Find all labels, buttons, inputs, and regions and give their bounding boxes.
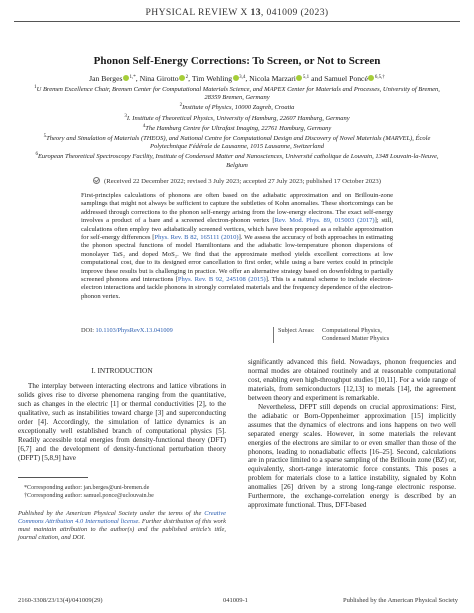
- license-notice: Published by the American Physical Society under the terms of the Creative Commons Attribution 4.0 International license. Further distribution of this work must maintain attribution to the author(s) and the published article’s title, journal citation, and DOI.: [18, 509, 226, 542]
- footnote: †Corresponding author: samuel.ponce@uclouvain.be: [24, 492, 154, 499]
- page-number: 041009-1: [223, 597, 248, 604]
- body-paragraph: The interplay between interacting electrons and lattice vibrations in solids gives rise to diverse phenomena ranging from the quantitative, such as changes in the electric [1] or thermal conductivities [2], to the qualitative, such as instabilities toward charge [3] and superconducting order [4]. Accordingly, the simulation of lattice dynamics is an exceptionally well established branch of computational physics [5]. Readily accessible total energies from density-functional theory (DFT) [6,7] and the development of density-functional perturbation theory (DFPT) [5,8,9] have: [18, 381, 226, 462]
- publisher: Published by the American Physical Society: [343, 597, 458, 604]
- affiliation: $^6$European Theoretical Spectroscopy Facility, Institute of Condensed Matter and Nanosciences, Université catholique de Louvain, 1348 Louvain-la-Neuve, Belgium: [35, 152, 439, 169]
- right-column: [248, 358, 456, 510]
- orcid-icon[interactable]: [179, 75, 185, 81]
- author: Nina Girotto $^2$,: [139, 74, 191, 83]
- section-heading: I. INTRODUCTION: [91, 366, 153, 375]
- orcid-icon[interactable]: [233, 75, 239, 81]
- body-paragraph: significantly advanced this field. Nowadays, phonon frequencies and normal modes are obtained routinely and at reasonable computational cost, enabling even high-throughput studies [10,11]. For a wide range of materials, from semiconductors [12,13] to metals [14], the agreement between theory and experiment is remarkable.: [248, 358, 456, 402]
- author: Jan Berges $^{1,*}$,: [89, 74, 138, 83]
- left-column: [18, 353, 226, 543]
- author: Samuel Poncé $^{6,5,\dagger}$: [324, 74, 385, 83]
- affiliation-list: [30, 84, 444, 170]
- license-link[interactable]: Creative Commons Attribution 4.0 International license: [18, 509, 226, 525]
- affiliation: $^2$Institute of Physics, 10000 Zagreb, Croatia: [179, 103, 295, 112]
- subject-value: Computational Physics,: [322, 327, 382, 334]
- article-number: 041009 (2023): [266, 7, 329, 18]
- subject-areas: [273, 327, 393, 343]
- journal-name: PHYSICAL REVIEW X: [145, 7, 248, 18]
- affiliation: $^4$The Hamburg Centre for Ultrafast Imaging, 22761 Hamburg, Germany: [142, 123, 332, 132]
- orcid-icon[interactable]: [368, 75, 374, 81]
- header-comma: ,: [260, 7, 267, 18]
- abstract: First-principles calculations of phonons are often based on the adiabatic approximation and on Brillouin-zone samplings that might not always be sufficient to capture the subtleties of Kohn anomalies. These shortcomings can be addressed through corrections to the phonon self-energy arising from the low-energy electrons. The exact self-energy involves a product of a bare and a screened electron-phonon vertex [Rev. Mod. Phys. 89, 015003 (2017)]; still, calculations often employ two adiabatically screened vertices, which have been proposed as a reliable approximation for self-energy differences [Phys. Rev. B 82, 165111 (2010)]. We assess the accuracy of both approaches in estimating the phonon spectral functions of model Hamiltonians and the adiabatic low-temperature phonon dispersions of monolayer TaS₂ and doped MoS₂. We find that the approximate method yields excellent corrections at low computational cost, due to its designed error cancellation to first order, while using a bare vertex could in principle improve these results but is challenging in practice. We offer an alternative strategy based on downfolding to partially screened phonons and interactions [Phys. Rev. B 92, 245108 (2015)]. This is a natural scheme to include electron-electron interactions and tackle phonons in strongly correlated materials and the frequency dependence of the electron-phonon vertex.: [81, 192, 394, 300]
- reference-link[interactable]: Phys. Rev. B 92, 245108 (2015): [177, 276, 266, 284]
- author: Nicola Marzari $^{5,1}$ and: [249, 74, 323, 83]
- header-divider: [14, 21, 460, 22]
- body-paragraph: Nevertheless, DFPT still depends on crucial approximations: First, the adiabatic or Born-Oppenheimer approximation [15] implicitly assumes that the dynamics of electrons and ions happens on two well separated energy scales. However, in some materials the relevant energies of the electrons are similar to or even smaller than those of the phonons, leading to nonadiabatic effects [16–25]. Second, calculations are in practice limited to a sparse sampling of the Brillouin zone (BZ) or, equivalently, short-range interatomic force constants. This poses a problem for materials close to a lattice instability, signaled by Kohn anomalies [26] driven by a strong long-range electronic response. Furthermore, the exchange-correlation energy is described by an approximate functional. Thus, DFT-based: [248, 402, 456, 510]
- affiliation: $^5$Theory and Simulation of Materials (THEOS), and National Centre for Computational Design and Discovery of Novel Materials (MARVEL), École Polytechnique Fédérale de Lausanne, 1015 Lausanne, Switzerland: [43, 134, 431, 151]
- running-header: [14, 7, 460, 18]
- doi-link[interactable]: 10.1103/PhysRevX.13.041009: [95, 327, 173, 334]
- publication-history: [14, 177, 460, 185]
- footnote: *Corresponding author: jan.berges@uni-bremen.de: [24, 484, 150, 491]
- orcid-icon[interactable]: [296, 75, 302, 81]
- author: Tim Wehling $^{3,4}$,: [191, 74, 248, 83]
- reference-link[interactable]: Phys. Rev. B 82, 165111 (2010): [154, 234, 239, 242]
- subject-value: Condensed Matter Physics: [322, 335, 390, 342]
- subject-label: Subject Areas:: [278, 327, 315, 334]
- check-for-updates-icon[interactable]: [93, 177, 100, 184]
- doi: DOI: 10.1103/PhysRevX.13.041009: [81, 327, 173, 334]
- issn: 2160-3308/23/13(4)/041009(29): [18, 597, 103, 604]
- affiliation: $^1$U Bremen Excellence Chair, Bremen Center for Computational Materials Science, and MAPEX Center for Materials and Processes, University of Bremen, 28359 Bremen, Germany: [34, 85, 440, 102]
- reference-link[interactable]: Rev. Mod. Phys. 89, 015003 (2017): [274, 217, 375, 225]
- footnote-divider: [18, 477, 88, 478]
- author-list: [14, 73, 460, 84]
- paper-title: Phonon Self-Energy Corrections: To Screen, or Not to Screen: [93, 55, 381, 67]
- journal-volume: 13: [250, 7, 261, 18]
- dates-text: (Received 22 December 2022; revised 3 July 2023; accepted 27 July 2023; published 17 October 2023): [104, 178, 381, 185]
- affiliation: $^3$I. Institute of Theoretical Physics, University of Hamburg, 22607 Hamburg, Germany: [124, 113, 350, 122]
